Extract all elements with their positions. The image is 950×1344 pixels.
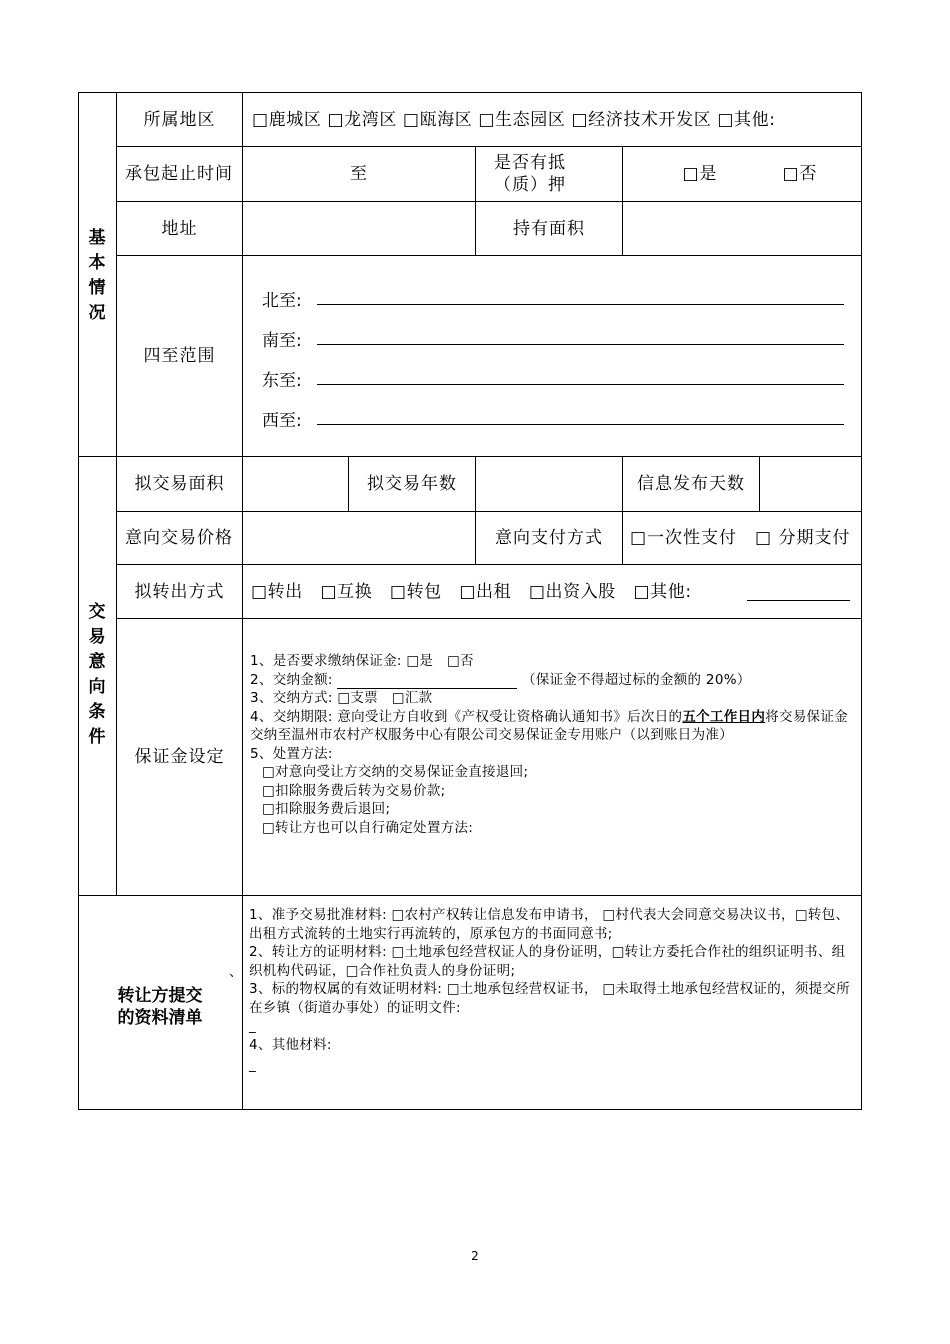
deposit-item1: 1、是否要求缴纳保证金: □是 □否 xyxy=(250,653,474,669)
holding-area-label: 持有面积 xyxy=(513,218,585,239)
planned-years-label: 拟交易年数 xyxy=(367,474,457,494)
materials-item1: 1、准予交易批准材料: □农村产权转让信息发布申请书， □村代表大会同意交易决议书，□转包、出租方式流转的土地实行再流转的，原承包方的书面同意书; xyxy=(249,907,850,942)
payment-method-label: 意向支付方式 xyxy=(495,528,603,548)
contract-period-separator: 至 xyxy=(350,164,368,184)
materials-item2: 2、转让方的证明材料: □土地承包经营权证人的身份证明，□转让方委托合作社的组织证明书、组织机构代码证，□合作社负责人的身份证明; xyxy=(249,944,846,979)
transfer-method-label: 拟转出方式 xyxy=(134,581,225,602)
transfer-method-options: □转出 □互换 □转包 □出租 □出资入股 □其他: xyxy=(251,581,692,602)
intended-price-label: 意向交易价格 xyxy=(125,528,233,548)
deposit-label: 保证金设定 xyxy=(134,747,225,767)
payment-method-options: □一次性支付 □ 分期支付 xyxy=(630,528,851,548)
south-label: 南至: xyxy=(262,331,302,351)
trade-section-label: 交易意向条件 xyxy=(88,602,106,747)
publish-days-label: 信息发布天数 xyxy=(637,474,745,494)
materials-item4: 4、其他材料: xyxy=(249,1036,332,1053)
deposit-item3: 3、交纳方式: □支票 □汇款 xyxy=(250,690,433,706)
deposit-item5-b: □扣除服务费后转为交易价款; xyxy=(262,782,446,799)
west-label: 西至: xyxy=(262,411,302,431)
deposit-item2: 2、交纳金额: （保证金不得超过标的金额的 20%） xyxy=(250,671,751,688)
mortgage-label: 是否有抵（质）押 xyxy=(494,153,566,195)
materials-blank1: _ xyxy=(249,1018,257,1034)
page-number: 2 xyxy=(471,1249,479,1263)
north-label: 北至: xyxy=(262,291,302,311)
deposit-item4: 4、交纳期限: 意向受让方自收到《产权受让资格确认通知书》后次日的五个工作日内将交易保证金交纳至温州市农村产权服务中心有限公司交易保证金专用账户（以到账日为准） xyxy=(250,708,848,743)
planned-area-label: 拟交易面积 xyxy=(134,474,225,494)
address-label: 地址 xyxy=(161,218,198,239)
deposit-item5-d: □转让方也可以自行确定处置方法: xyxy=(262,819,474,836)
deposit-rules xyxy=(250,652,854,837)
materials-item3: 3、标的物权属的有效证明材料: □土地承包经营权证书， □未取得土地承包经营权证的，须提交所在乡镇（街道办事处）的证明文件: xyxy=(249,981,851,1016)
mortgage-no: □否 xyxy=(782,164,818,184)
materials-mark: 、 xyxy=(229,964,243,980)
east-label: 东至: xyxy=(262,371,302,391)
deposit-item5-a: □对意向受让方交纳的交易保证金直接退回; xyxy=(262,764,529,780)
materials-label: 转让方提交 的资料清单 xyxy=(117,986,203,1028)
boundaries-label: 四至范围 xyxy=(143,346,216,366)
deposit-item5-c: □扣除服务费后退回; xyxy=(262,801,391,817)
mortgage-yes: □是 xyxy=(682,164,718,184)
deposit-item5: 5、处置方法: xyxy=(250,745,333,762)
basic-section-label: 基本情况 xyxy=(88,228,106,323)
region-label: 所属地区 xyxy=(143,109,216,130)
contract-period-label: 承包起止时间 xyxy=(125,164,233,184)
materials-list xyxy=(249,906,855,1075)
region-options: □鹿城区 □龙湾区 □瓯海区 □生态园区 □经济技术开发区 □其他: xyxy=(252,109,776,130)
materials-blank2: _ xyxy=(249,1057,257,1073)
